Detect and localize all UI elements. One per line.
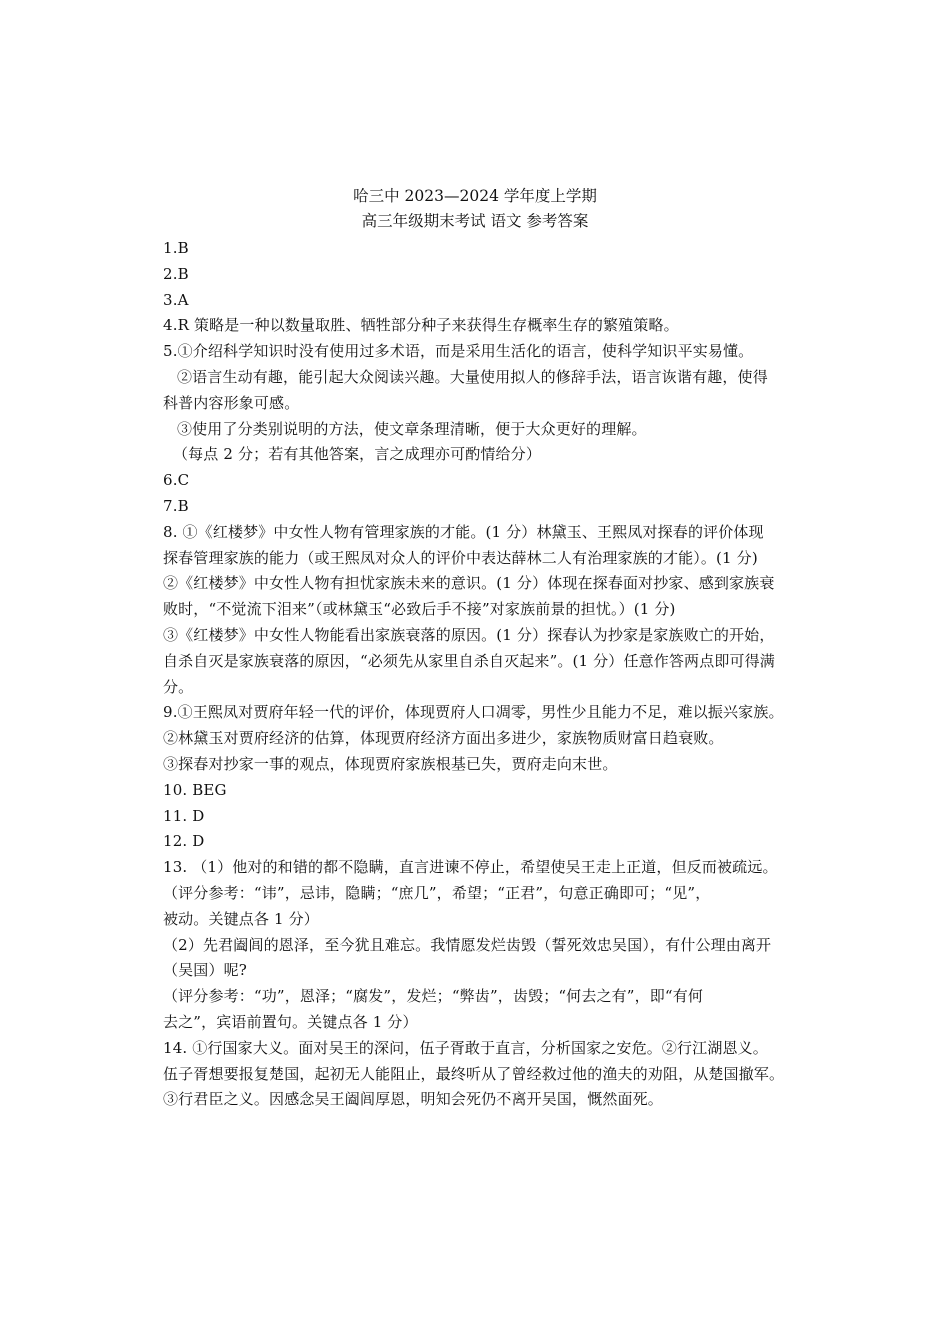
answer-5-scoring-note: （每点 2 分；若有其他答案，言之成理亦可酌情给分） [173, 445, 541, 464]
answer-2: 2.B [163, 264, 189, 283]
answer-1: 1.B [163, 239, 189, 257]
answer-sheet [163, 184, 787, 1113]
answer-13-part-2-cont: （吴国）呢? [163, 961, 247, 980]
answer-list [163, 236, 787, 1113]
answer-9-point-2: ②林黛玉对贾府经济的估算，体现贾府经济方面出多进少，家族物质财富日趋衰败。 [163, 729, 724, 748]
title-line-2: 高三年级期末考试 语文 参考答案 [361, 212, 589, 230]
answer-4: 4.R 策略是一种以数量取胜、牺牲部分种子来获得生存概率生存的繁殖策略。 [163, 316, 679, 335]
answer-13-part-2-note: （评分参考：“功”，恩泽；“腐发”，发烂；“弊齿”，齿毁；“何去之有”，即“有何 [163, 987, 704, 1006]
answer-8-point-3-end: 分。 [163, 677, 194, 696]
answer-8-point-3: ③《红楼梦》中女性人物能看出家族衰落的原因。(1 分）探春认为抄家是家族败亡的开始， [163, 625, 775, 644]
answer-5-point-2: ②语言生动有趣，能引起大众阅读兴趣。大量使用拟人的修辞手法，语言诙谐有趣，使得 [177, 367, 768, 386]
answer-10: 10. BEG [163, 780, 227, 799]
answer-8-point-1-cont: 探春管理家族的能力（或王熙凤对众人的评价中表达薛林二人有治理家族的才能）。(1 分) [163, 548, 758, 567]
answer-13-part-2: （2）先君阖闾的恩泽，至今犹且难忘。我情愿发烂齿毁（誓死效忠吴国），有什公理由离开 [163, 935, 772, 954]
answer-8-point-2: ②《红楼梦》中女性人物有担忧家族未来的意识。(1 分）体现在探春面对抄家、感到家族衰 [163, 574, 775, 593]
title-line-1: 哈三中 2023—2024 学年度上学期 [353, 187, 597, 205]
answer-13-part-1-note: （评分参考：“讳”，忌讳，隐瞒；“庶几”，希望；“正君”，句意正确即可；“见”， [163, 883, 711, 902]
answer-13-part-1-note-cont: 被动。关键点各 1 分） [163, 909, 319, 928]
answer-8-point-1: 8. ①《红楼梦》中女性人物有管理家族的才能。(1 分）林黛玉、王熙凤对探春的评价体现 [163, 522, 764, 541]
answer-5-point-2-cont: 科普内容形象可感。 [163, 393, 300, 412]
answer-8-point-2-cont: 败时，“不觉流下泪来”（或林黛玉“必致后手不接”对家族前景的担忧。）(1 分) [163, 600, 676, 619]
answer-6: 6.C [163, 471, 190, 490]
answer-13-part-1: 13. （1）他对的和错的都不隐瞒，直言进谏不停止，希望使吴王走上正道，但反而被疏远。 [163, 858, 778, 877]
answer-8-point-3-cont: 自杀自灭是家族衰落的原因，“必须先从家里自杀自灭起来”。(1 分）任意作答两点即可得满 [163, 651, 775, 670]
answer-13-part-2-note-cont: 去之”，宾语前置句。关键点各 1 分） [163, 1012, 418, 1031]
answer-14-line-2: 伍子胥想要报复楚国，起初无人能阻止，最终听从了曾经救过他的渔夫的劝阻，从楚国撤军。 [163, 1064, 785, 1083]
answer-9-point-3: ③探春对抄家一事的观点，体现贾府家族根基已失，贾府走向末世。 [163, 754, 618, 773]
answer-14-line-3: ③行君臣之义。因感念吴王阖闾厚恩，明知会死仍不离开吴国，慨然面死。 [163, 1090, 663, 1109]
answer-9-point-1: 9.①王熙凤对贾府年轻一代的评价，体现贾府人口凋零，男性少且能力不足，难以振兴家族。 [163, 703, 784, 722]
answer-12: 12. D [163, 832, 205, 851]
answer-7: 7.B [163, 496, 189, 515]
answer-14-line-1: 14. ①行国家大义。面对吴王的深问，伍子胥敢于直言，分析国家之安危。②行江湖恩义。 [163, 1038, 768, 1057]
answer-5-point-1: 5.①介绍科学知识时没有使用过多术语，而是采用生活化的语言，使科学知识平实易懂。 [163, 342, 754, 361]
answer-5-point-3: ③使用了分类别说明的方法，使文章条理清晰，便于大众更好的理解。 [177, 419, 647, 438]
answer-11: 11. D [163, 806, 205, 825]
answer-3: 3.A [163, 290, 189, 309]
